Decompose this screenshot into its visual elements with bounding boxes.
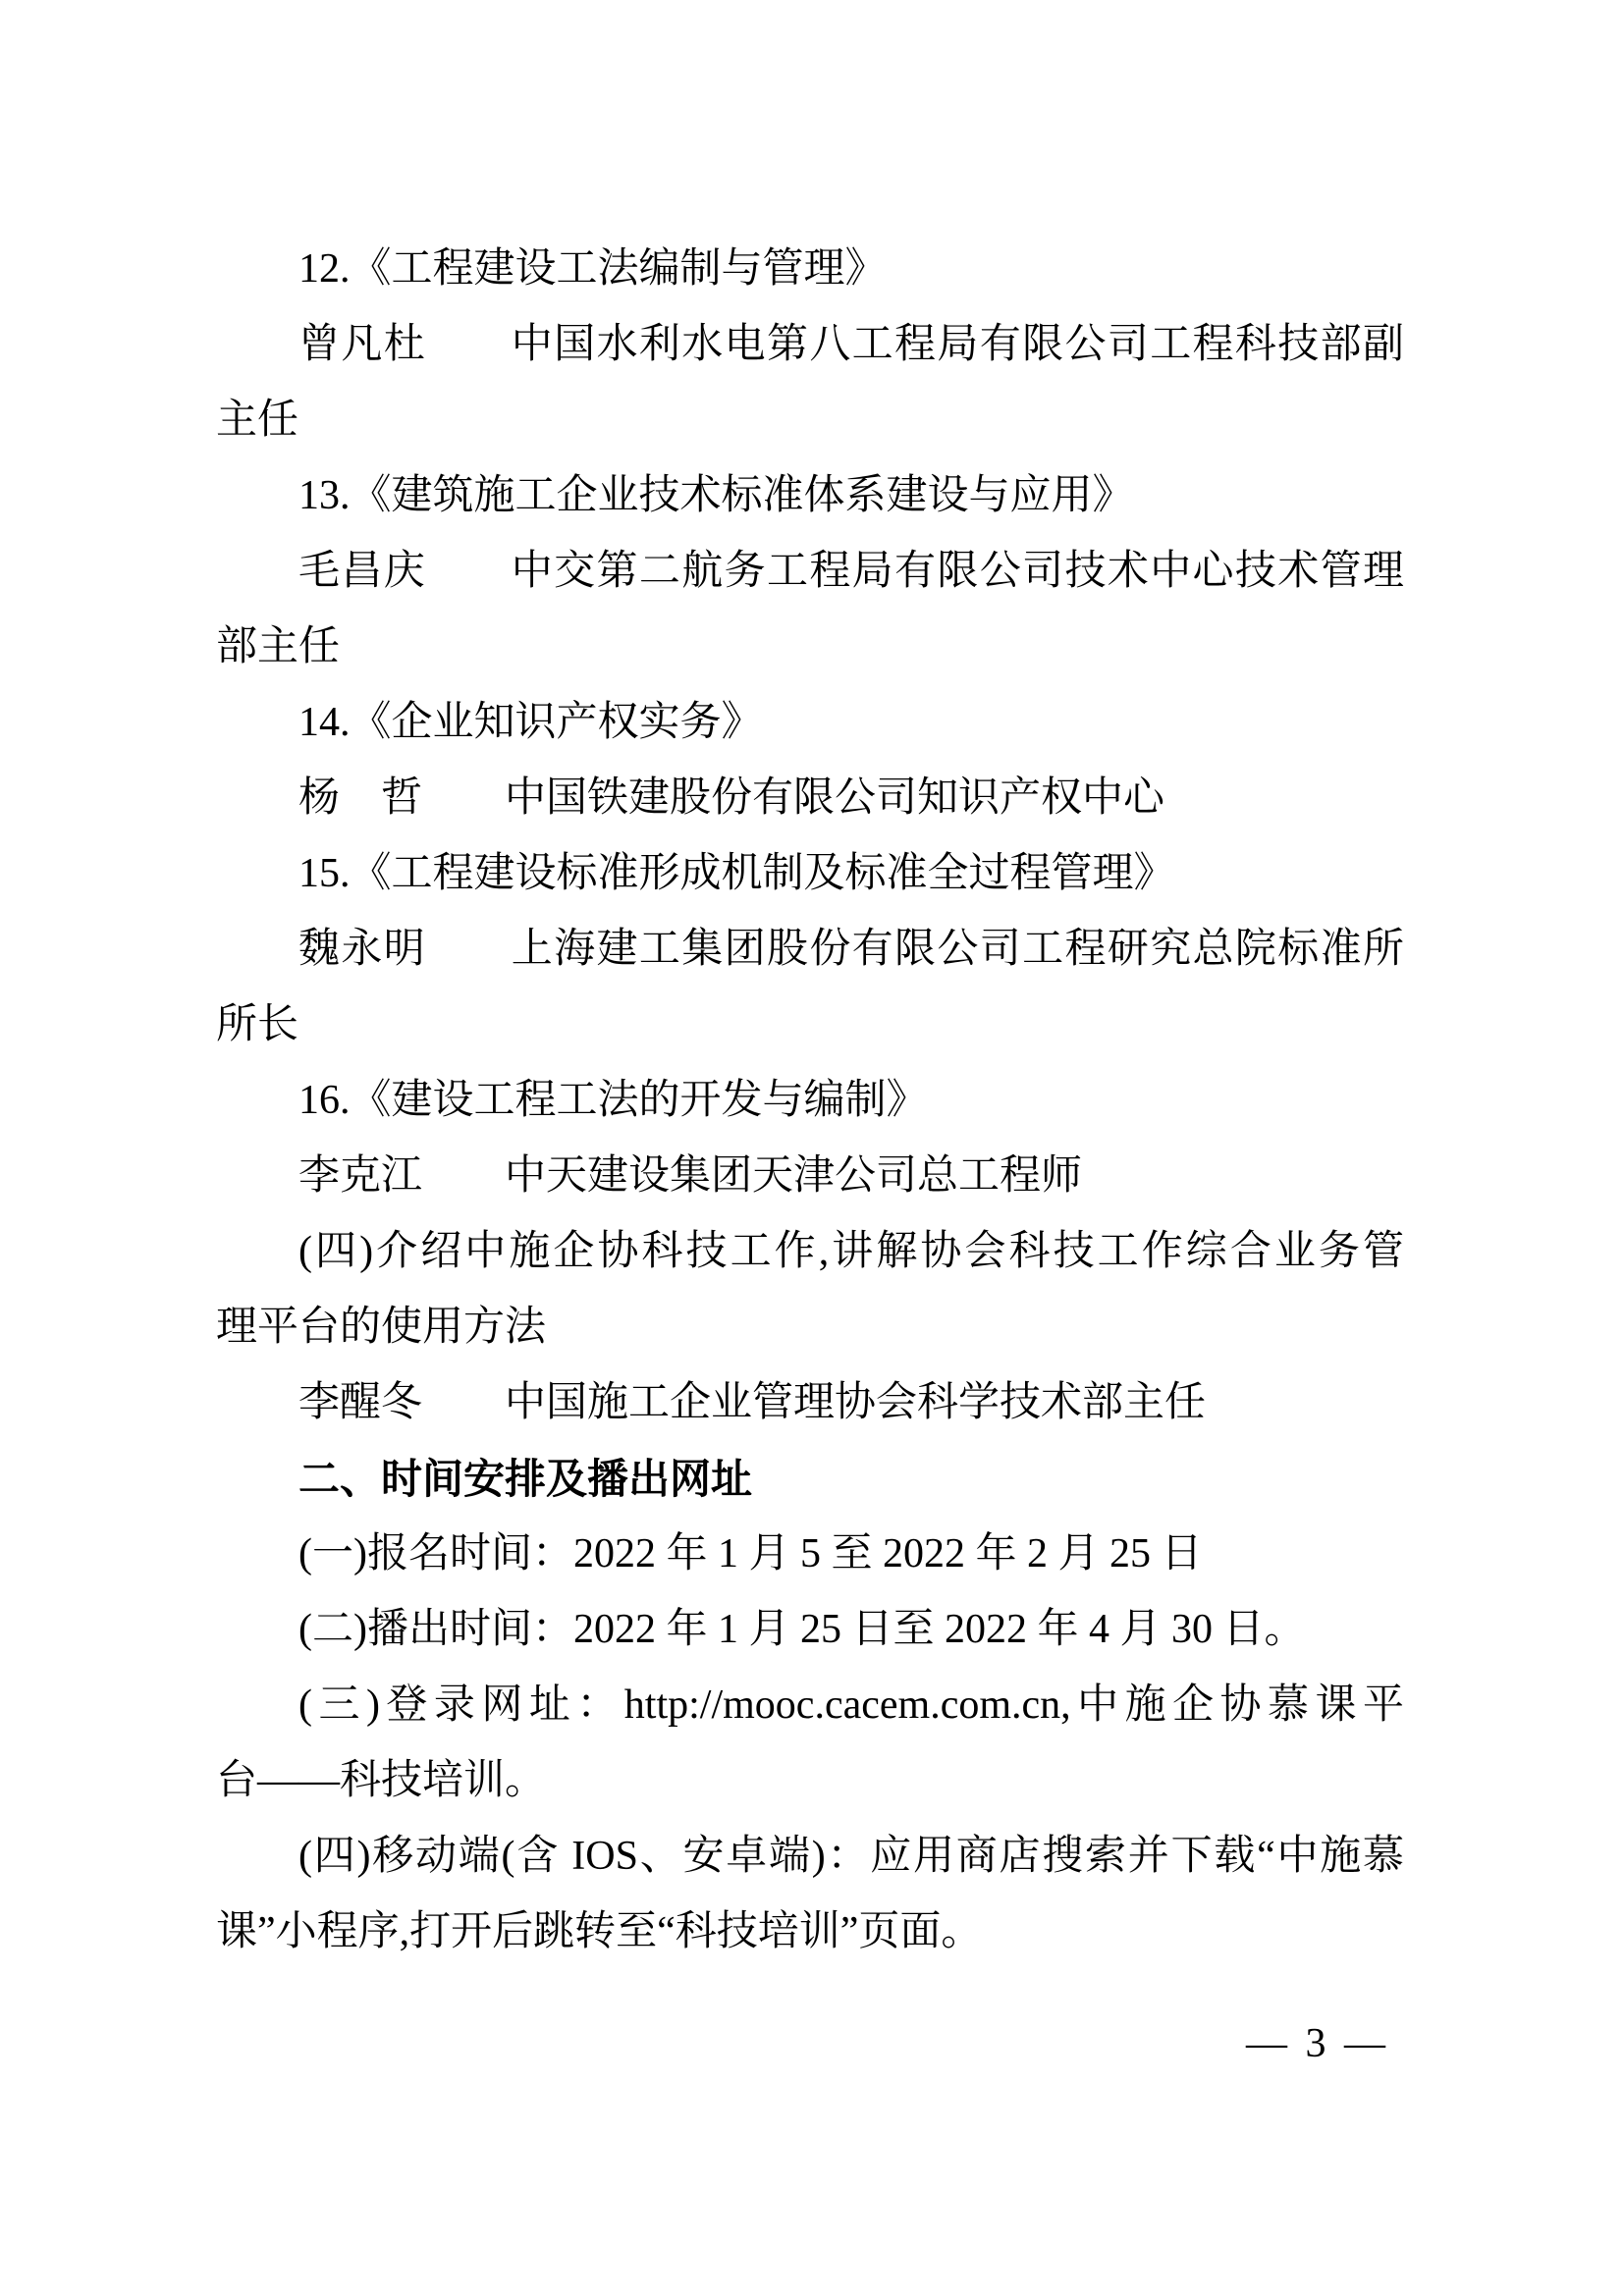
text-line-16: 李醒冬 中国施工企业管理协会科学技术部主任 (298, 1380, 1207, 1425)
text-line-9: 15.《工程建设标准形成机制及标准全过程管理》 (298, 851, 1175, 896)
text-line-20: (三)登录网址：http://mooc.cacem.com.cn,中施企协慕课平 (298, 1682, 1404, 1728)
text-line-7: 14.《企业知识产权实务》 (298, 700, 763, 745)
page-number: — 3 — (1246, 2021, 1389, 2066)
document-body (216, 232, 1404, 1970)
text-line-3: 主任 (216, 398, 299, 443)
text-line-6: 部主任 (216, 624, 341, 669)
text-line-22: (四)移动端(含 IOS、安卓端)：应用商店搜索并下载“中施慕 (298, 1834, 1404, 1879)
text-line-1: 12.《工程建设工法编制与管理》 (298, 246, 887, 292)
text-line-10: 魏永明 上海建工集团股份有限公司工程研究总院标准所 (298, 927, 1404, 972)
text-line-13: 李克江 中天建设集团天津公司总工程师 (298, 1153, 1083, 1199)
text-line-8: 杨 哲 中国铁建股份有限公司知识产权中心 (298, 775, 1165, 821)
text-line-19: (二)播出时间：2022 年 1 月 25 日至 2022 年 4 月 30 日。 (298, 1607, 1306, 1652)
text-line-18: (一)报名时间：2022 年 1 月 5 至 2022 年 2 月 25 日 (298, 1531, 1203, 1576)
text-line-23: 课”小程序,打开后跳转至“科技培训”页面。 (216, 1909, 983, 1954)
text-line-2: 曾凡杜 中国水利水电第八工程局有限公司工程科技部副 (298, 322, 1404, 367)
text-line-5: 毛昌庆 中交第二航务工程局有限公司技术中心技术管理 (298, 549, 1404, 594)
text-line-15: 理平台的使用方法 (216, 1305, 547, 1350)
text-line-4: 13.《建筑施工企业技术标准体系建设与应用》 (298, 473, 1134, 518)
text-line-21: 台——科技培训。 (216, 1758, 547, 1803)
text-line-17: 二、时间安排及播出网址 (298, 1456, 753, 1502)
text-line-14: (四)介绍中施企协科技工作,讲解协会科技工作综合业务管 (298, 1229, 1404, 1274)
text-line-12: 16.《建设工程工法的开发与编制》 (298, 1078, 928, 1123)
text-line-11: 所长 (216, 1002, 299, 1047)
